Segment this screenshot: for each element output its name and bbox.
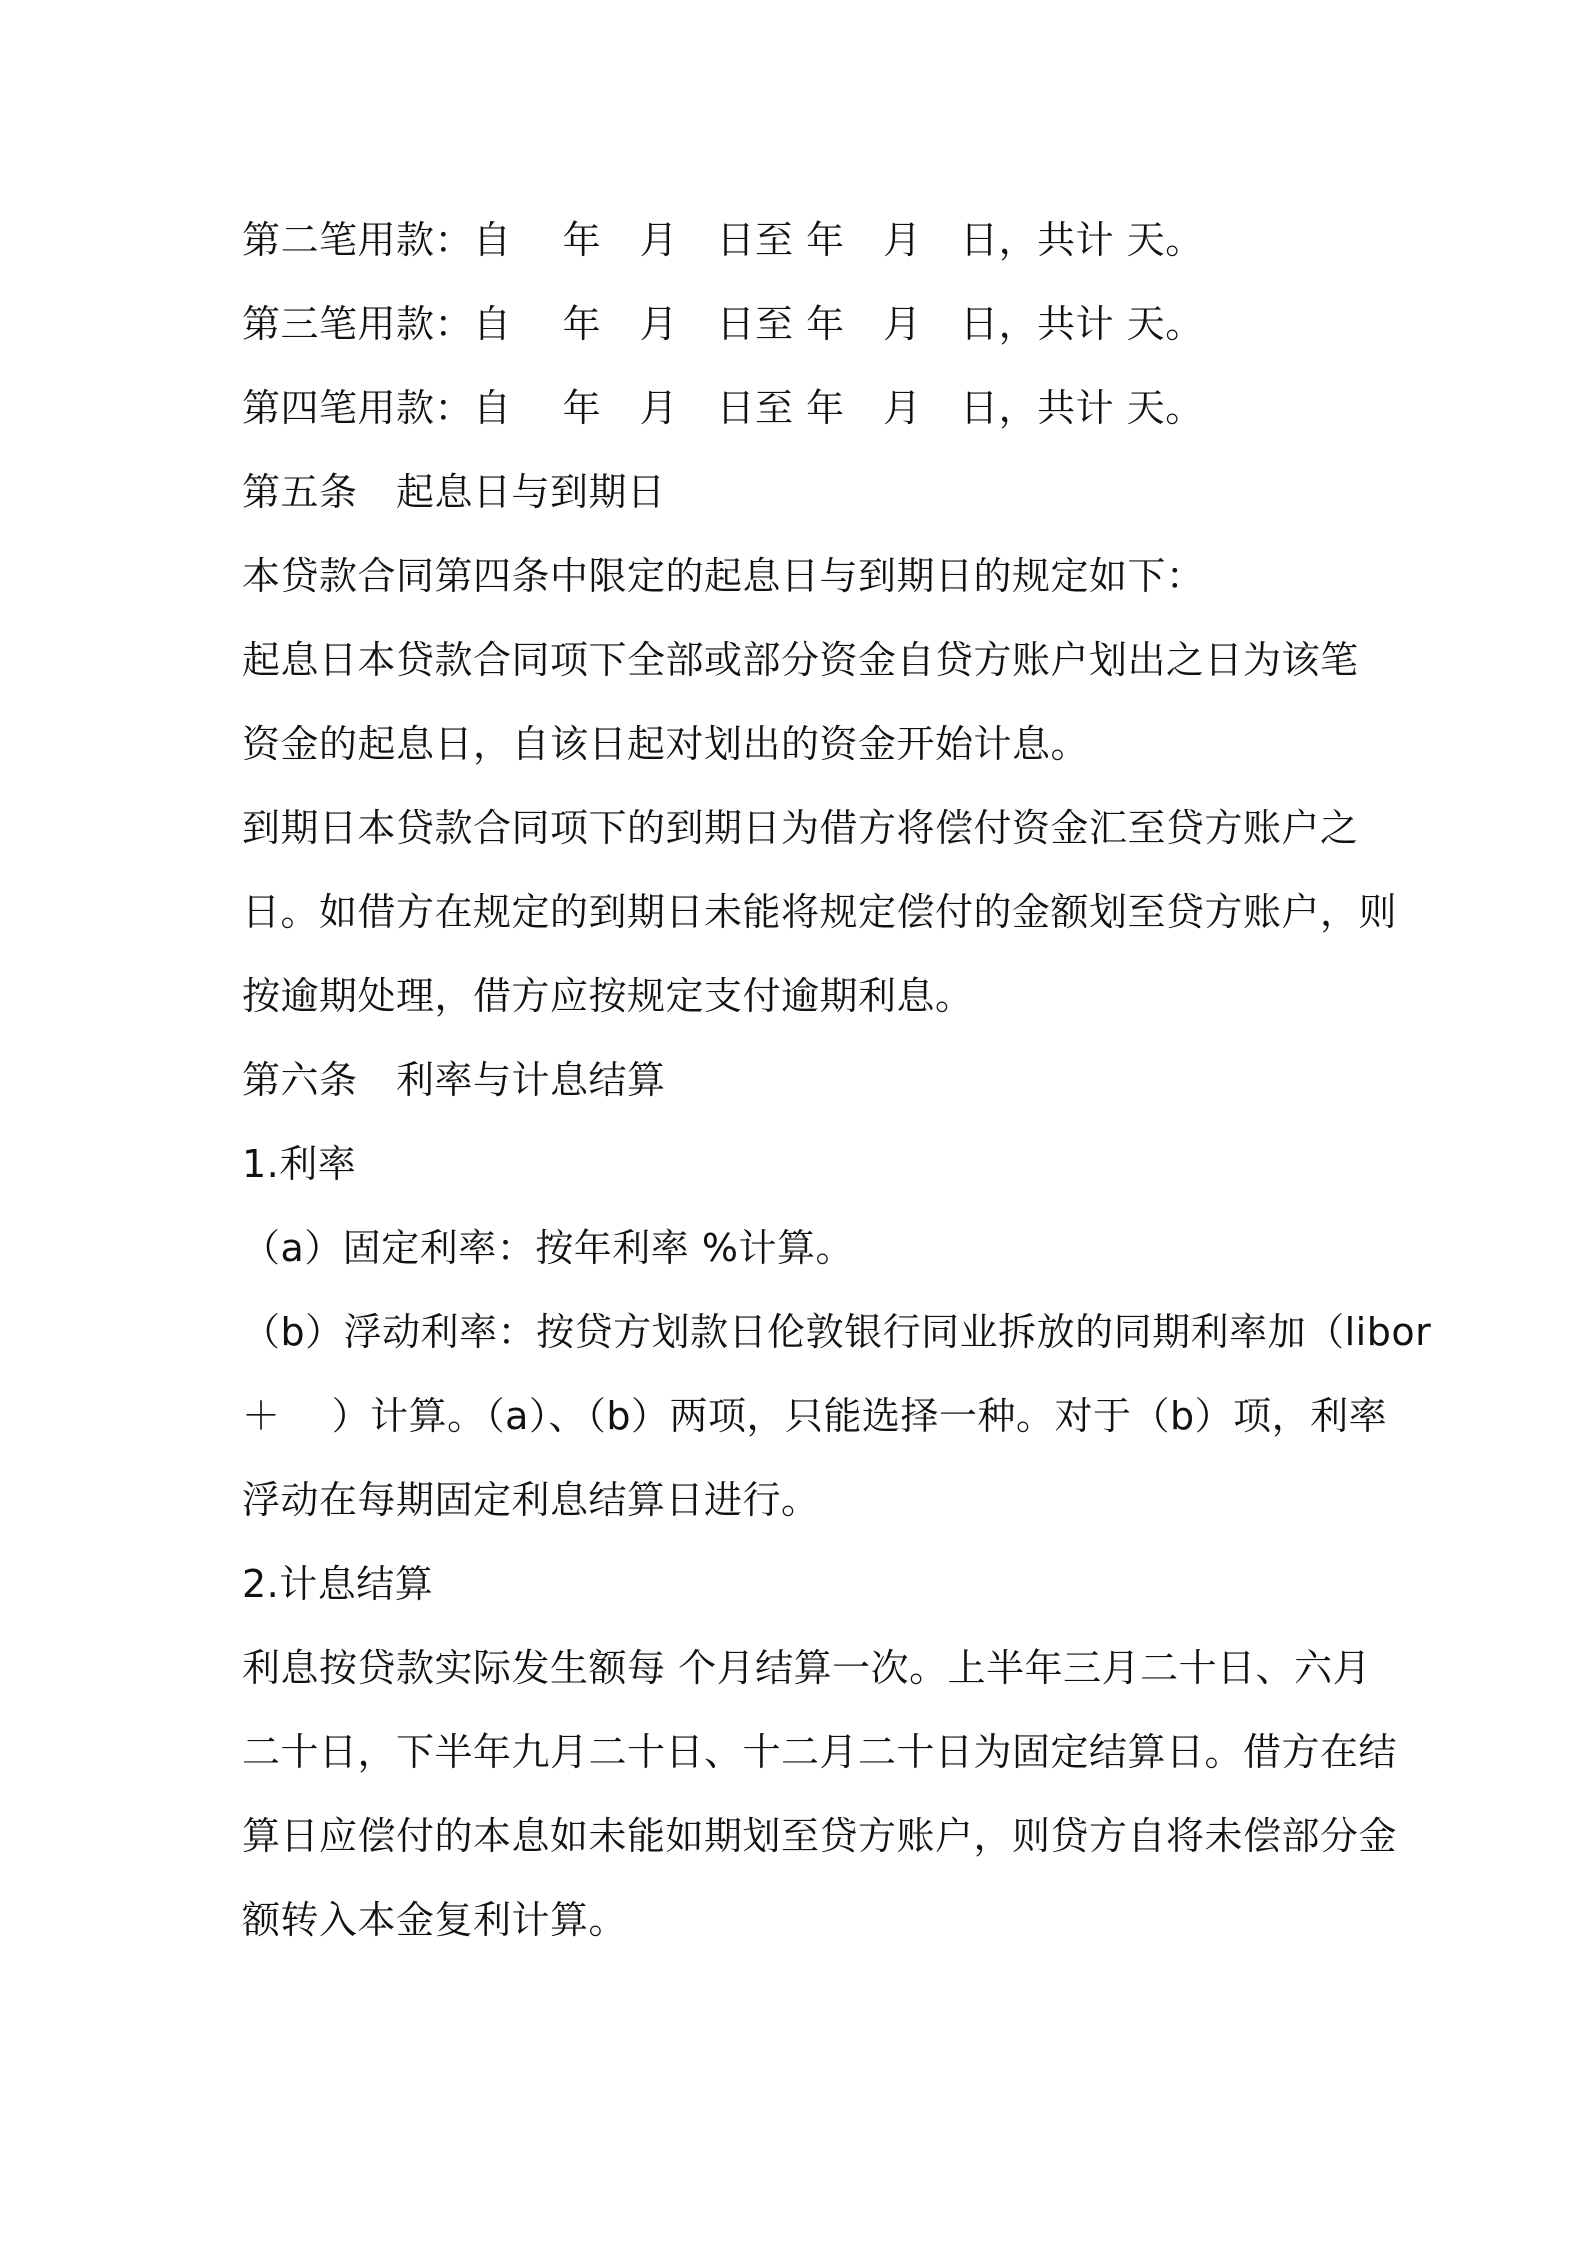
maturity-paragraph-line-3: 按逾期处理，借方应按规定支付逾期利息。 — [242, 974, 974, 1018]
settlement-paragraph-line-4: 额转入本金复利计算。 — [242, 1898, 628, 1942]
loan-draw-2-line: 第二笔用款：自 年 月 日至 年 月 日，共计 天。 — [242, 218, 1204, 262]
floating-rate-item-line-3: 浮动在每期固定利息结算日进行。 — [242, 1478, 820, 1522]
settlement-paragraph-line-2: 二十日，下半年九月二十日、十二月二十日为固定结算日。借方在结 — [242, 1730, 1398, 1774]
interest-settlement-subheading: 2.计息结算 — [242, 1562, 434, 1606]
value-date-paragraph-line-2: 资金的起息日，自该日起对划出的资金开始计息。 — [242, 722, 1090, 766]
maturity-paragraph-line-2: 日。如借方在规定的到期日未能将规定偿付的金额划至贷方账户，则 — [242, 890, 1398, 934]
interest-rate-subheading: 1.利率 — [242, 1142, 357, 1186]
loan-draw-4-line: 第四笔用款：自 年 月 日至 年 月 日，共计 天。 — [242, 386, 1204, 430]
loan-draw-3-line: 第三笔用款：自 年 月 日至 年 月 日，共计 天。 — [242, 302, 1204, 346]
fixed-rate-item: （a）固定利率：按年利率 %计算。 — [242, 1226, 854, 1270]
value-date-paragraph-line-1: 起息日本贷款合同项下全部或部分资金自贷方账户划出之日为该笔 — [242, 638, 1359, 682]
maturity-paragraph-line-1: 到期日本贷款合同项下的到期日为借方将偿付资金汇至贷方账户之 — [242, 806, 1359, 850]
article-6-heading: 第六条 利率与计息结算 — [242, 1058, 666, 1102]
article-5-intro: 本贷款合同第四条中限定的起息日与到期日的规定如下： — [242, 554, 1205, 598]
floating-rate-item-line-1: （b）浮动利率：按贷方划款日伦敦银行同业拆放的同期利率加（libor — [242, 1310, 1432, 1354]
document-body — [242, 198, 1432, 1962]
floating-rate-item-line-2: ＋ ）计算。（a）、（b）两项，只能选择一种。对于（b）项，利率 — [242, 1394, 1388, 1438]
article-5-heading: 第五条 起息日与到期日 — [242, 470, 666, 514]
settlement-paragraph-line-3: 算日应偿付的本息如未能如期划至贷方账户，则贷方自将未偿部分金 — [242, 1814, 1398, 1858]
settlement-paragraph-line-1: 利息按贷款实际发生额每 个月结算一次。上半年三月二十日、六月 — [242, 1646, 1372, 1690]
